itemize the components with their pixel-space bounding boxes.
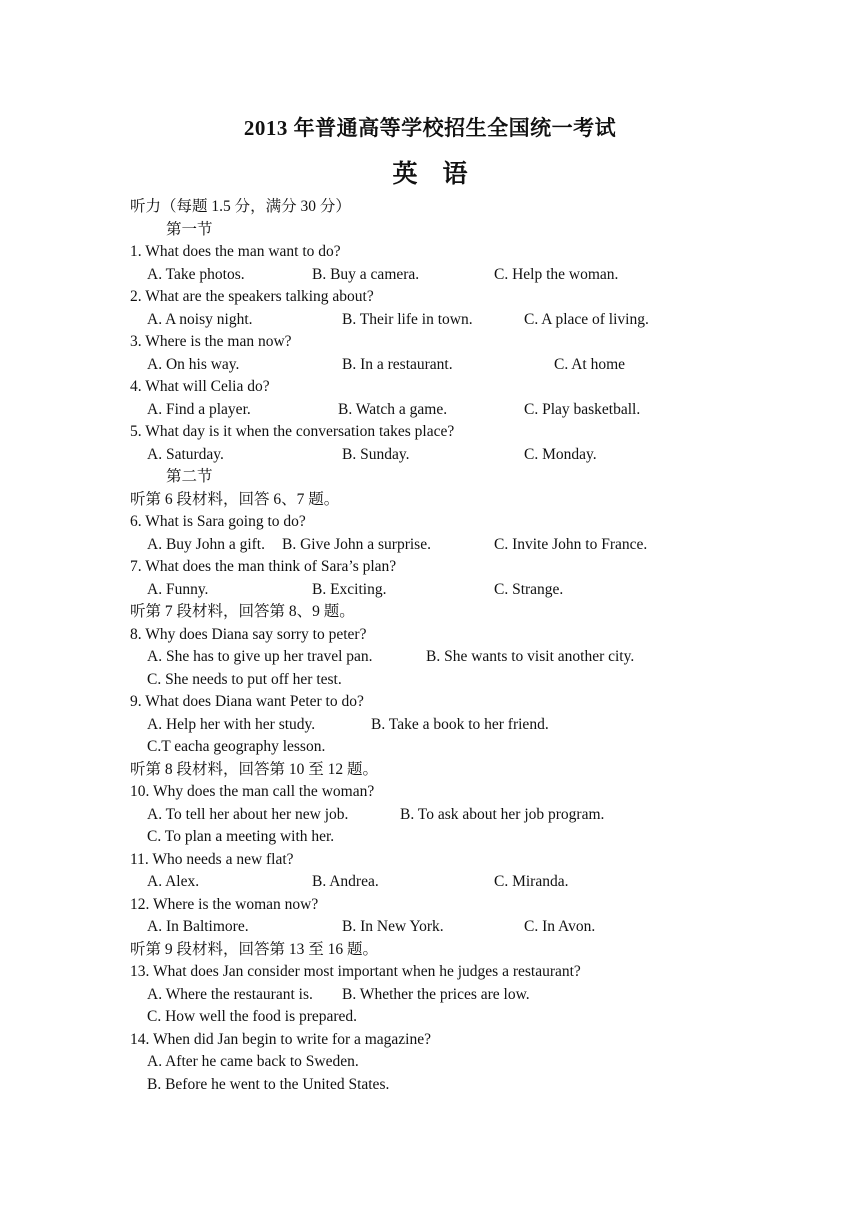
option-a: A. Where the restaurant is. — [147, 985, 313, 1003]
option-c: C. Play basketball. — [524, 400, 641, 418]
option-b: B. Whether the prices are low. — [342, 985, 530, 1003]
option-a: A. On his way. — [147, 355, 240, 373]
option-a: A. Saturday. — [147, 445, 224, 463]
material-9-instruction: 听第 9 段材料，回答第 13 至 16 题。 — [130, 940, 379, 958]
question-13: 13. What does Jan consider most important when he judges a restaurant? — [130, 963, 581, 980]
question-1: 1. What does the man want to do? — [130, 243, 341, 260]
options-12 — [130, 916, 710, 939]
listening-section — [130, 196, 710, 1096]
option-c: C. Help the woman. — [494, 265, 619, 283]
option-c: C. Invite John to France. — [494, 535, 648, 553]
question-3: 3. Where is the man now? — [130, 333, 292, 350]
option-a: A. Find a player. — [147, 400, 251, 418]
question-5: 5. What day is it when the conversation takes place? — [130, 423, 455, 440]
options-8 — [130, 646, 710, 669]
subject-title: 英 语 — [392, 161, 468, 188]
option-b: B. Their life in town. — [342, 310, 473, 328]
option-b: B. Give John a surprise. — [282, 535, 431, 553]
option-a: A. Alex. — [147, 873, 200, 890]
section-heading: 听力（每题 1.5 分，满分 30 分） — [130, 198, 351, 215]
option-c: C. Strange. — [494, 580, 564, 598]
options-1 — [130, 264, 710, 287]
option-c: C.T eacha geography lesson. — [147, 738, 326, 755]
option-c: C. In Avon. — [524, 918, 596, 935]
option-b: B. Andrea. — [312, 873, 379, 890]
question-2: 2. What are the speakers talking about? — [130, 288, 374, 305]
option-b: B. In New York. — [342, 918, 444, 935]
option-a: A. Funny. — [147, 580, 209, 598]
material-7-instruction: 听第 7 段材料，回答第 8、9 题。 — [130, 603, 355, 620]
option-b: B. She wants to visit another city. — [426, 648, 635, 665]
option-c: C. Monday. — [524, 445, 597, 463]
option-a: A. She has to give up her travel pan. — [147, 648, 373, 665]
option-b: B. Exciting. — [312, 580, 387, 598]
option-a: A. To tell her about her new job. — [147, 805, 349, 823]
option-b: B. Buy a camera. — [312, 265, 420, 283]
question-6: 6. What is Sara going to do? — [130, 513, 306, 530]
options-9 — [130, 714, 710, 737]
option-b: B. Before he went to the United States. — [147, 1075, 390, 1093]
option-c: C. At home — [554, 355, 626, 373]
question-11: 11. Who needs a new flat? — [130, 850, 294, 868]
option-a: A. After he came back to Sweden. — [147, 1053, 359, 1070]
question-4: 4. What will Celia do? — [130, 378, 270, 395]
option-c: C. Miranda. — [494, 873, 569, 890]
option-c: C. How well the food is prepared. — [147, 1008, 358, 1025]
part-two-label: 第二节 — [166, 468, 213, 485]
question-9: 9. What does Diana want Peter to do? — [130, 693, 364, 710]
option-a: A. In Baltimore. — [147, 918, 249, 935]
material-6-instruction: 听第 6 段材料，回答 6、7 题。 — [130, 490, 340, 508]
options-11 — [130, 871, 710, 894]
question-14: 14. When did Jan begin to write for a magazine? — [130, 1030, 432, 1048]
options-5 — [130, 444, 710, 467]
question-7: 7. What does the man think of Sara’s plan? — [130, 558, 397, 575]
material-8-instruction: 听第 8 段材料，回答第 10 至 12 题。 — [130, 760, 379, 778]
option-b: B. In a restaurant. — [342, 355, 453, 373]
option-a: A. Buy John a gift. — [147, 535, 265, 553]
options-3 — [130, 354, 710, 377]
option-b: B. Sunday. — [342, 445, 410, 463]
option-c: C. She needs to put off her test. — [147, 670, 342, 688]
option-b: B. Watch a game. — [338, 400, 448, 418]
exam-title: 2013 年普通高等学校招生全国统一考试 — [243, 116, 617, 140]
options-6 — [130, 534, 710, 557]
options-13 — [130, 984, 710, 1007]
options-7 — [130, 579, 710, 602]
option-a: A. Help her with her study. — [147, 715, 316, 733]
options-2 — [130, 309, 710, 332]
options-10 — [130, 804, 710, 827]
option-c: C. To plan a meeting with her. — [147, 828, 335, 845]
options-4 — [130, 399, 710, 422]
option-b: B. Take a book to her friend. — [371, 715, 549, 733]
option-a: A. A noisy night. — [147, 310, 253, 328]
question-8: 8. Why does Diana say sorry to peter? — [130, 625, 367, 643]
option-b: B. To ask about her job program. — [400, 805, 605, 823]
option-c: C. A place of living. — [524, 310, 649, 328]
part-one-label: 第一节 — [166, 220, 213, 238]
question-10: 10. Why does the man call the woman? — [130, 783, 375, 800]
question-12: 12. Where is the woman now? — [130, 895, 319, 913]
option-a: A. Take photos. — [147, 265, 245, 283]
